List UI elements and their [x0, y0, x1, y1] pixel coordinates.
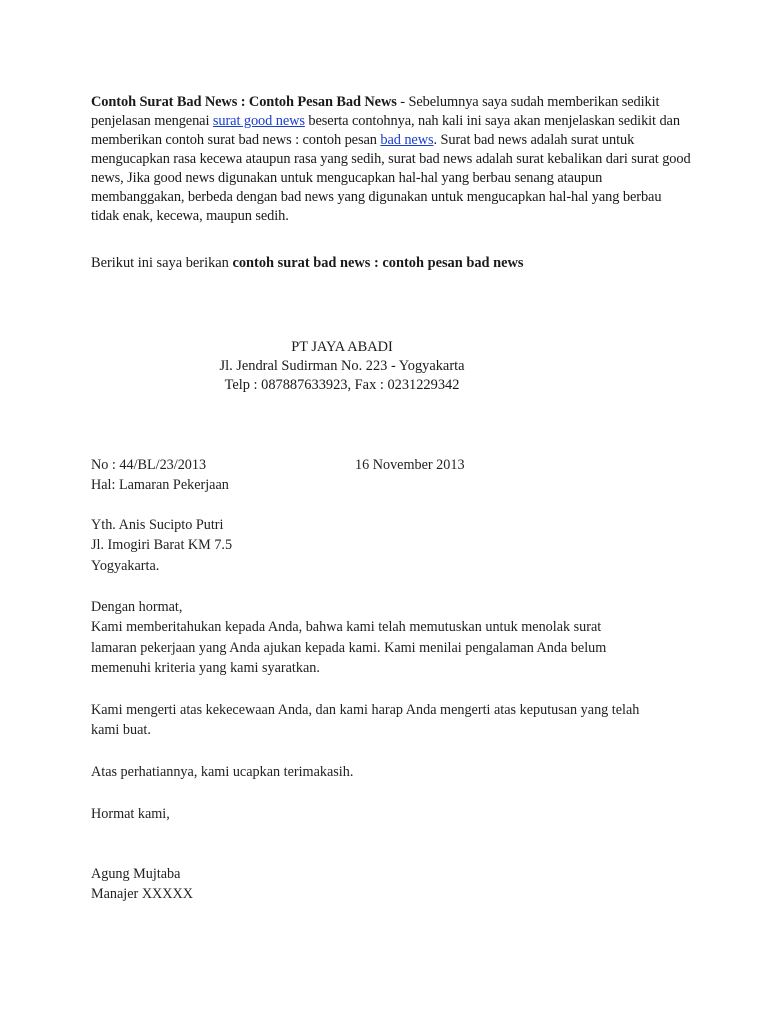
intro-text-2: beserta contohnya, nah kali ini saya akan menjelaskan sedikit dan memberikan contoh surat bad news : contoh pesan — [91, 113, 680, 148]
signer-name: Agung Mujtaba — [91, 866, 181, 882]
intro-text-3: . Surat bad news adalah surat untuk mengucapkan rasa kecewa ataupun rasa yang sedih, surat bad news adalah surat kebalikan dari surat good news, Jika good news digunakan untuk mengucapkan hal-hal yang berbau senang ataupun membanggakan, berbeda dengan bad news yang digunakan untuk mengucapkan hal-hal yang berbau tidak enak, kecewa, maupun sedih. — [91, 132, 691, 224]
intro-paragraph — [91, 93, 691, 226]
paragraph-1-line-3: memenuhi kriteria yang kami syaratkan. — [91, 660, 320, 676]
paragraph-1-line-1: Kami memberitahukan kepada Anda, bahwa kami telah memutuskan untuk menolak surat — [91, 619, 602, 635]
closing: Hormat kami, — [91, 806, 170, 822]
letter-date: 16 November 2013 — [355, 457, 465, 473]
lead-bold: contoh surat bad news : contoh pesan bad news — [232, 255, 524, 271]
company-address: Jl. Jendral Sudirman No. 223 - Yogyakarta — [219, 358, 465, 374]
paragraph-2-line-1: Kami mengerti atas kekecewaan Anda, dan kami harap Anda mengerti atas keputusan yang telah — [91, 702, 640, 718]
paragraph-1-line-2: lamaran pekerjaan yang Anda ajukan kepada kami. Kami menilai pengalaman Anda belum — [91, 640, 607, 656]
recipient-city: Yogyakarta. — [91, 558, 160, 574]
paragraph-3: Atas perhatiannya, kami ucapkan terimakasih. — [91, 764, 354, 780]
intro-title: Contoh Surat Bad News : Contoh Pesan Bad News — [91, 94, 397, 110]
company-name: PT JAYA ABADI — [291, 339, 393, 355]
salutation: Dengan hormat, — [91, 599, 183, 615]
lead-text: Berikut ini saya berikan — [91, 255, 233, 271]
company-contact: Telp : 087887633923, Fax : 0231229342 — [224, 377, 460, 393]
letter-subject: Hal: Lamaran Pekerjaan — [91, 477, 229, 493]
intro-text-1: - Sebelumnya saya sudah memberikan sedikit penjelasan mengenai — [91, 94, 660, 129]
paragraph-2-line-2: kami buat. — [91, 722, 151, 738]
letterhead — [91, 338, 593, 395]
recipient-street: Jl. Imogiri Barat KM 7.5 — [91, 537, 233, 553]
link-bad-news[interactable]: bad news — [380, 132, 434, 148]
recipient-name: Yth. Anis Sucipto Putri — [91, 517, 224, 533]
link-surat-good-news[interactable]: surat good news — [212, 113, 305, 129]
letter-number: No : 44/BL/23/2013 — [91, 457, 207, 473]
signer-title: Manajer XXXXX — [91, 886, 194, 902]
lead-sentence — [91, 254, 524, 273]
